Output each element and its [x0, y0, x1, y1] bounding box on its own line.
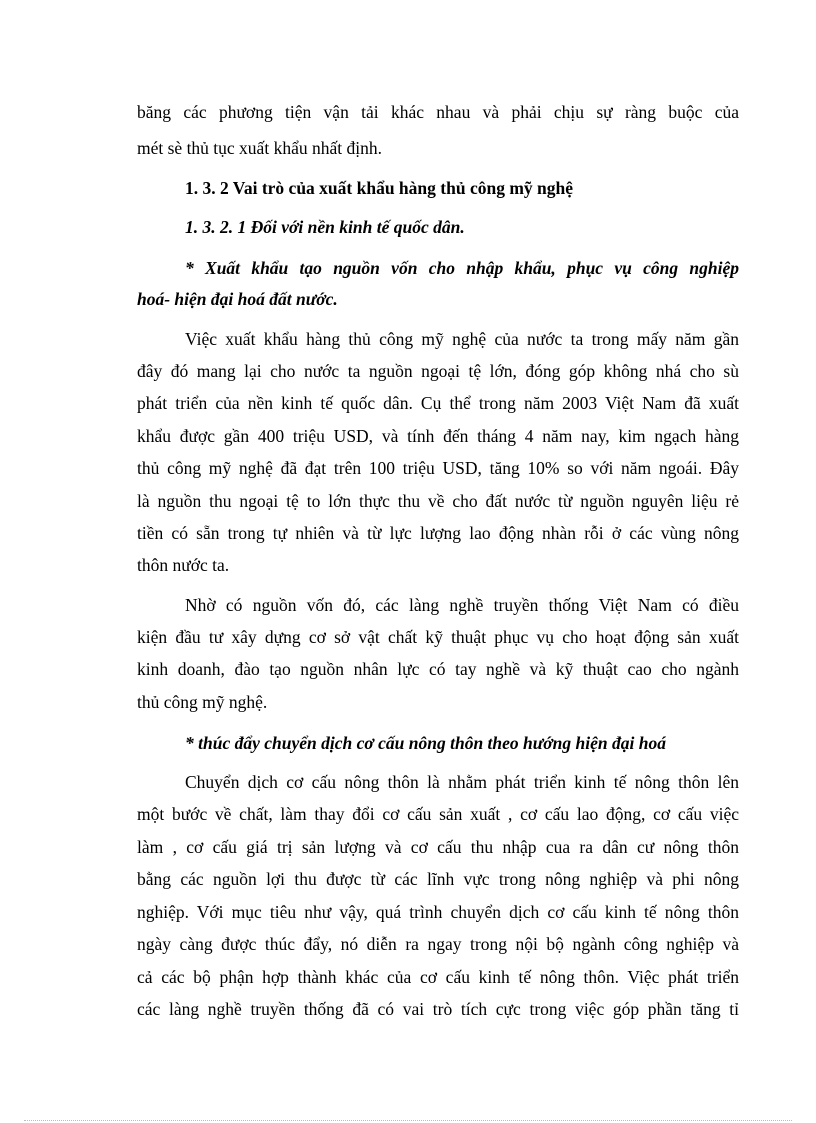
text-line: thôn nước ta. — [137, 555, 230, 575]
text-line: kiện đầu tư xây dựng cơ sở vật chất kỹ thuật phục vụ cho hoạt động sản xuất — [137, 627, 739, 647]
text-line: ngày càng được thúc đẩy, nó diễn ra ngay trong nội bộ ngành công nghiệp và — [137, 934, 739, 954]
point-heading: * thúc đẩy chuyển dịch cơ cấu nông thôn theo hướng hiện đại hoá — [185, 733, 666, 753]
point-heading: hoá- hiện đại hoá đất nước. — [137, 289, 338, 309]
text-line: Chuyển dịch cơ cấu nông thôn là nhằm phát triển kinh tế nông thôn lên — [185, 772, 739, 792]
text-line: Nhờ có nguồn vốn đó, các làng nghề truyền thống Việt Nam có điều — [185, 595, 739, 615]
text-line: nghiệp. Với mục tiêu như vậy, quá trình chuyển dịch cơ cấu kinh tế nông thôn — [137, 902, 739, 922]
text-line: cả các bộ phận hợp thành khác của cơ cấu kinh tế nông thôn. Việc phát triển — [137, 967, 739, 987]
text-line: mét sè thủ tục xuất khẩu nhất định. — [137, 138, 382, 158]
point-heading: * Xuất khẩu tạo nguồn vốn cho nhập khẩu, phục vụ công nghiệp — [185, 258, 739, 278]
text-line: một bước về chất, làm thay đổi cơ cấu sản xuất , cơ cấu lao động, cơ cấu việc — [137, 804, 739, 824]
section-heading: 1. 3. 2 Vai trò của xuất khẩu hàng thủ công mỹ nghệ — [185, 178, 573, 198]
subsection-heading: 1. 3. 2. 1 Đối với nền kinh tế quốc dân. — [185, 217, 465, 237]
text-line: phát triển của nền kinh tế quốc dân. Cụ thể trong năm 2003 Việt Nam đã xuất — [137, 393, 739, 413]
text-line: là nguồn thu ngoại tệ to lớn thực thu về cho đất nước từ nguồn nguyên liệu rẻ — [137, 491, 739, 511]
text-line: thủ công mỹ nghệ. — [137, 692, 268, 712]
text-line: thủ công mỹ nghệ đã đạt trên 100 triệu USD, tăng 10% so với năm ngoái. Đây — [137, 458, 739, 478]
text-line: Việc xuất khẩu hàng thủ công mỹ nghệ của nước ta trong mấy năm gần — [185, 329, 739, 349]
text-line: kinh doanh, đào tạo nguồn nhân lực có tay nghề và kỹ thuật cao cho ngành — [137, 659, 739, 679]
text-line: các làng nghề truyền thống đã có vai trò tích cực trong việc góp phần tăng tỉ — [137, 999, 739, 1019]
page-bottom-divider — [24, 1120, 792, 1121]
text-line: làm , cơ cấu giá trị sản lượng và cơ cấu thu nhập cua ra dân cư nông thôn — [137, 837, 739, 857]
text-line: băng các phương tiện vận tải khác nhau và phải chịu sự ràng buộc của — [137, 102, 739, 122]
text-line: đây đó mang lại cho nước ta nguồn ngoại tệ lớn, đóng góp không nhá cho sù — [137, 361, 739, 381]
text-line: tiền có sẵn trong tự nhiên và từ lực lượng lao động nhàn rỗi ở các vùng nông — [137, 523, 739, 543]
text-line: bằng các nguồn lợi thu được từ các lĩnh vực trong nông nghiệp và phi nông — [137, 869, 739, 889]
text-line: khẩu được gần 400 triệu USD, và tính đến tháng 4 năm nay, kim ngạch hàng — [137, 426, 739, 446]
